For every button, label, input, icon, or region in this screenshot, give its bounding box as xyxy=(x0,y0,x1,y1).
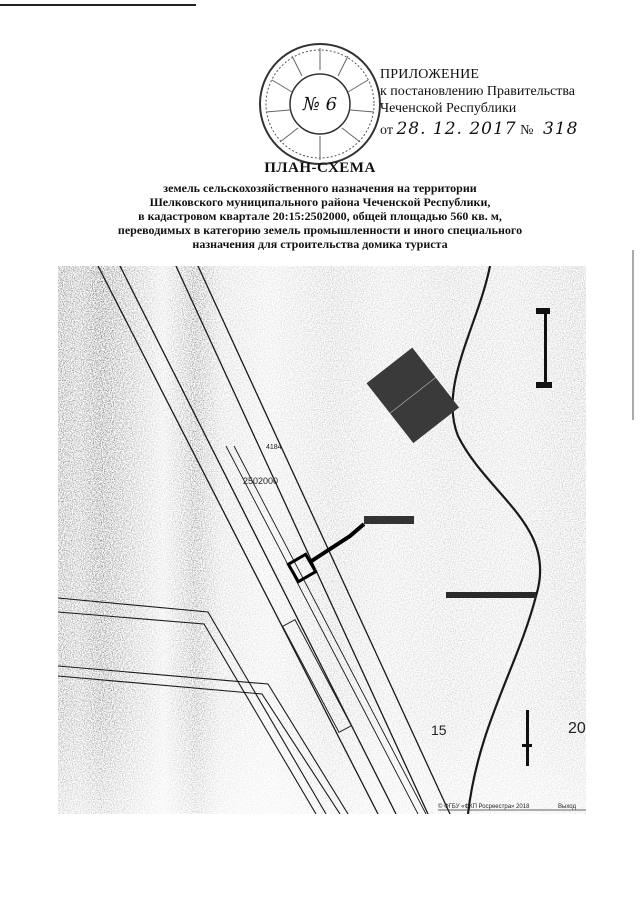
map-credit: © ФГБУ «ФКП Росреестра» 2018 xyxy=(438,804,530,810)
map-credit-right: Выход xyxy=(558,804,576,810)
description-line: земель сельскохозяйственного назначения на территории xyxy=(163,181,477,195)
date-prefix: от xyxy=(380,123,393,138)
plan-heading xyxy=(0,160,640,251)
quarter-label: 2502000 xyxy=(243,476,279,486)
appendix-title: ПРИЛОЖЕНИЕ xyxy=(380,67,480,82)
scan-smudge xyxy=(446,592,536,598)
appendix-date: 28. 12. 2017 xyxy=(396,119,517,139)
appendix-line-2: Чеченской Республики xyxy=(380,101,517,116)
appendix-line-1: к постановлению Правительства xyxy=(380,84,576,99)
appendix-block xyxy=(380,66,578,139)
scale-label-right: 20 xyxy=(568,720,586,737)
description-line: в кадастровом квартале 20:15:2502000, общей площадью 560 кв. м, xyxy=(138,209,502,223)
description-line: переводимых в категорию земель промышленности и иного специального xyxy=(117,223,523,237)
cadastral-map xyxy=(58,266,586,814)
seal-number: № 6 xyxy=(302,94,338,115)
appendix-date-row xyxy=(380,121,578,139)
plan-title: ПЛАН-СХЕМА xyxy=(264,160,376,176)
description-line: назначения для строительства домика туриста xyxy=(192,237,448,251)
official-seal xyxy=(256,40,384,168)
scan-edge-line xyxy=(632,250,634,420)
plan-description xyxy=(0,181,640,251)
parcel-number-label: 4184 xyxy=(266,444,282,451)
scale-label-left: 15 xyxy=(431,722,447,738)
number-label: № xyxy=(520,123,534,138)
top-rule xyxy=(0,4,196,6)
appendix-number: 318 xyxy=(542,119,579,139)
description-line: Шелковского муниципального района Чеченской Республики, xyxy=(149,195,491,209)
